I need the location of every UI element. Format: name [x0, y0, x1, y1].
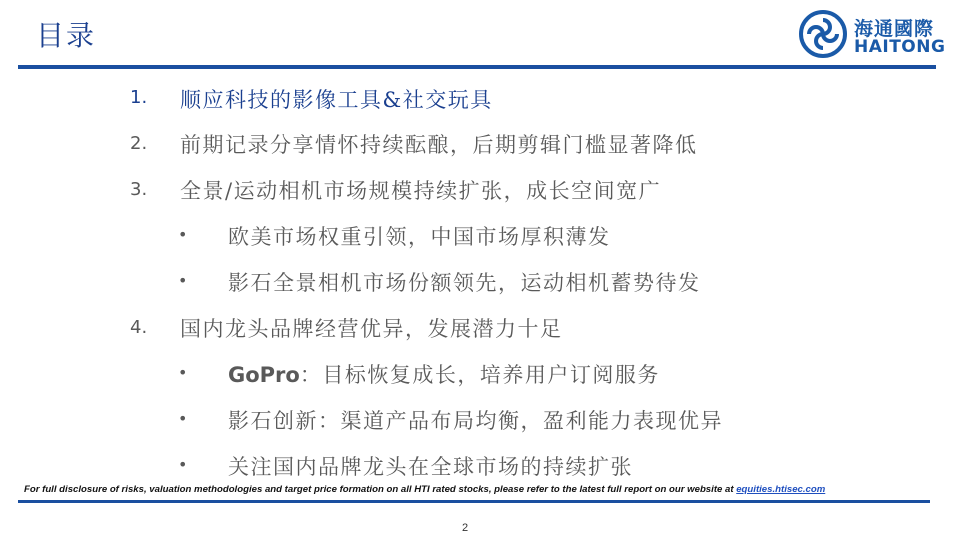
bullet-icon: • [178, 271, 188, 290]
toc-subitem-4-1-text: ：目标恢复成长，培养用户订阅服务 [299, 363, 660, 387]
haitong-emblem-icon [798, 9, 848, 59]
footer-divider [18, 500, 930, 503]
page-number: 2 [462, 522, 469, 534]
toc-number-4: 4. [130, 317, 148, 338]
page-title: 目录 [36, 19, 97, 52]
toc-item-1[interactable]: 顺应科技的影像工具&社交玩具 [180, 88, 493, 112]
logo-english-text: HAITONG [854, 37, 946, 57]
header-divider [18, 65, 936, 69]
toc-subitem-4-2[interactable]: 影石创新：渠道产品布局均衡，盈利能力表现优异 [228, 409, 723, 433]
toc-number-2: 2. [130, 133, 148, 154]
disclaimer-text: For full disclosure of risks, valuation methodologies and target price formation on all HTI rated stocks, please refer to the latest full report on our website at [24, 484, 737, 495]
bullet-icon: • [178, 455, 188, 474]
toc-item-3[interactable]: 全景/运动相机市场规模持续扩张，成长空间宽广 [180, 179, 662, 203]
bullet-icon: • [178, 225, 188, 244]
bullet-icon: • [178, 363, 188, 382]
website-link[interactable]: equities.htisec.com [736, 484, 826, 495]
gopro-label: GoPro [228, 363, 300, 387]
toc-number-1: 1. [130, 87, 148, 108]
toc-item-4[interactable]: 国内龙头品牌经营优异，发展潜力十足 [180, 317, 563, 341]
disclaimer [24, 484, 934, 495]
toc-subitem-4-1[interactable] [228, 359, 660, 389]
toc-number-3: 3. [130, 179, 148, 200]
logo-chinese-text: 海通國際 [854, 18, 935, 40]
toc-subitem-3-2[interactable]: 影石全景相机市场份额领先，运动相机蓄势待发 [228, 271, 701, 295]
toc-subitem-3-1[interactable]: 欧美市场权重引领，中国市场厚积薄发 [228, 225, 611, 249]
haitong-logo [798, 8, 948, 60]
toc-subitem-4-3[interactable]: 关注国内品牌龙头在全球市场的持续扩张 [228, 455, 633, 479]
bullet-icon: • [178, 409, 188, 428]
toc-item-2[interactable]: 前期记录分享情怀持续酝酿，后期剪辑门槛显著降低 [180, 133, 698, 157]
